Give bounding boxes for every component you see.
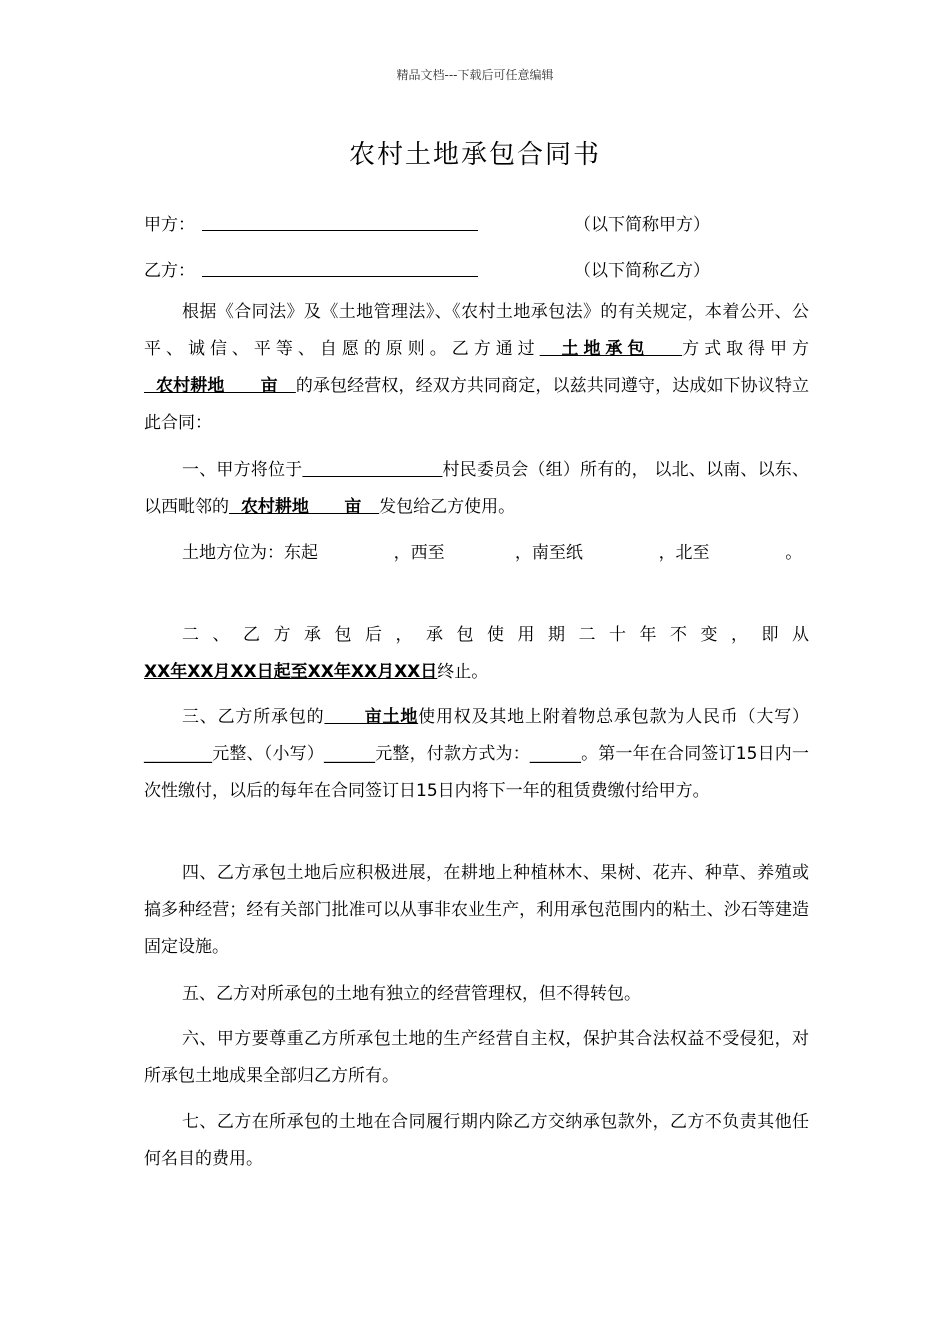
intro-text-2: 方式取得甲方: [682, 339, 810, 359]
location-text-1: 土地方位为：东起: [182, 543, 318, 563]
clause-1-text-2: 村民委员会（组）所有的， 以北、以南、以东、以西毗邻的: [144, 460, 809, 517]
location-text-2: ，西至: [393, 543, 445, 563]
location-paragraph: [144, 535, 809, 572]
intro-fill-method: 土地承包: [539, 339, 683, 359]
party-a-blank-line: [202, 230, 478, 231]
clause-2-fill-period: XX年XX月XX日起至XX年XX月XX日: [144, 662, 438, 682]
clause-2-text-1: 二、乙方承包后，承包使用期二十年不变，即从: [182, 625, 809, 645]
intro-text-3: 的承包经营权，经双方共同商定，以兹共同遵守，达成如下协议特立此合同：: [144, 376, 809, 433]
party-a-row: [144, 210, 824, 236]
clause-3-paragraph: [144, 699, 809, 810]
clause-1-blank: [302, 460, 442, 480]
party-b-row: [144, 256, 824, 282]
header-note: 精品文档---下载后可任意编辑: [396, 68, 554, 82]
clause-7-paragraph: 七、乙方在所承包的土地在合同履行期内除乙方交纳承包款外，乙方不负责其他任何名目的费用。: [144, 1112, 809, 1169]
clause-3-fill-land: 亩土地: [324, 707, 419, 727]
intro-paragraph: [144, 294, 809, 442]
clause-2-paragraph: [144, 617, 809, 691]
clause-1-fill-land: 农村耕地 亩: [229, 497, 380, 517]
intro-text-1: 根据《合同法》及《土地管理法》、《农村土地承包法》的有关规定，本着公开、公平、诚信、平等、自愿的原则。乙方通过: [144, 302, 809, 359]
party-b-label: 乙方：: [144, 261, 195, 281]
location-text-5: 。: [785, 543, 803, 563]
clause-4-paragraph: 四、乙方承包土地后应积极进展，在耕地上种植林木、果树、花卉、种草、养殖或搞多种经营；经有关部门批准可以从事非农业生产，利用承包范围内的粘土、沙石等建造固定设施。: [144, 863, 809, 957]
clause-1-text-1: 一、甲方将位于: [182, 460, 303, 480]
clause-6-paragraph: 六、甲方要尊重乙方所承包土地的生产经营自主权，保护其合法权益不受侵犯，对所承包土地成果全部归乙方所有。: [144, 1029, 809, 1086]
location-text-3: ，南至纸: [514, 543, 583, 563]
clause-3-text-2: 使用权及其地上附着物总承包款为人民币（大写）________元整、（小写）______元整，付款方式为：______。第一年在合同签订15日内一次性缴付，以后的每年在合同签订日15日内将下一年的租赁费缴付给甲方。: [144, 707, 810, 801]
intro-fill-land: 农村耕地 亩: [144, 376, 296, 396]
party-b-blank-line: [202, 276, 478, 277]
clause-1-paragraph: [144, 452, 809, 526]
clause-2-text-2: 终止。: [437, 662, 489, 682]
clause-3-text-1: 三、乙方所承包的: [182, 707, 325, 727]
clause-1-text-3: 发包给乙方使用。: [379, 497, 516, 517]
location-text-4: ，北至: [658, 543, 710, 563]
document-title: 农村土地承包合同书: [348, 140, 601, 170]
party-a-label: 甲方：: [144, 215, 195, 235]
party-a-note: （以下简称甲方）: [574, 215, 710, 235]
party-b-note: （以下简称乙方）: [574, 261, 710, 281]
clause-5-paragraph: 五、乙方对所承包的土地有独立的经营管理权，但不得转包。: [182, 984, 641, 1004]
